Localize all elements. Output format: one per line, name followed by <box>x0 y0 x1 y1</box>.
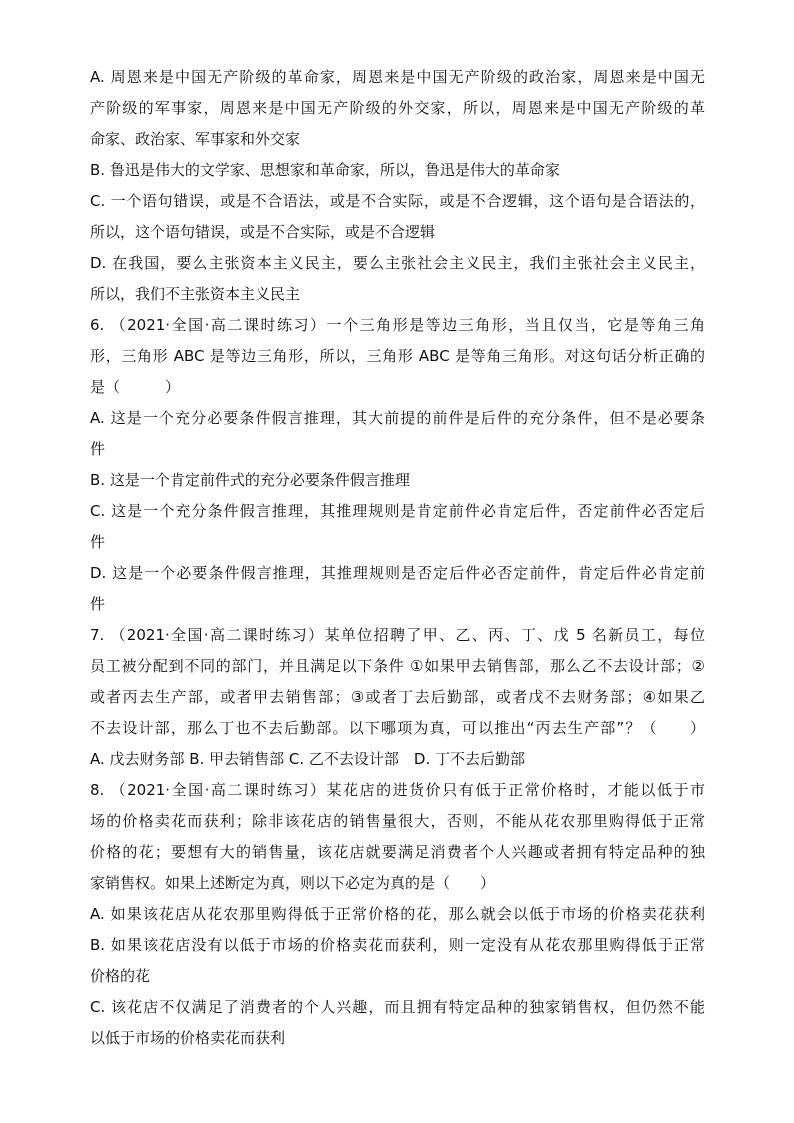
option-c-line-1: C. 一个语句错误，或是不合语法，或是不合实际，或是不合逻辑，这个语句是合语法的， <box>90 192 705 210</box>
option-a-line-1: A. 周恩来是中国无产阶级的革命家，周恩来是中国无产阶级的政治家，周恩来是中国无 <box>90 68 705 86</box>
question-7-line-2: 员工被分配到不同的部门，并且满足以下条件 ①如果甲去销售部，那么乙不去设计部；② <box>90 657 705 675</box>
question-8-line-1: 8. （2021·全国·高二课时练习）某花店的进货价只有低于正常价格时，才能以低于市 <box>90 781 705 799</box>
question-7-line-1: 7. （2021·全国·高二课时练习）某单位招聘了甲、乙、丙、丁、戊 5 名新员工，每位 <box>90 626 705 644</box>
question-8-line-4: 家销售权。如果上述断定为真，则以下必定为真的是（ ） <box>90 874 496 892</box>
option-d-line-1: D. 在我国，要么主张资本主义民主，要么主张社会主义民主，我们主张社会主义民主， <box>90 254 705 272</box>
question-6-line-3: 是（ ） <box>90 378 181 396</box>
q8-option-b-line-2: 价格的花 <box>90 967 151 985</box>
q8-option-a-line-1: A. 如果该花店从花农那里购得低于正常价格的花，那么就会以低于市场的价格卖花获利 <box>90 905 705 923</box>
q6-option-c-line-1: C. 这是一个充分条件假言推理，其推理规则是肯定前件必肯定后件，否定前件必否定后 <box>90 502 705 520</box>
q6-option-c-line-2: 件 <box>90 533 106 551</box>
q6-option-a-line-2: 件 <box>90 440 106 458</box>
question-6-line-1: 6. （2021·全国·高二课时练习）一个三角形是等边三角形，当且仅当，它是等角三角 <box>90 316 705 334</box>
question-8-line-3: 价格的花；要想有大的销售量，该花店就要满足消费者个人兴趣或者拥有特定品种的独 <box>90 843 705 861</box>
question-6-line-2: 形，三角形 ABC 是等边三角形，所以，三角形 ABC 是等角三角形。对这句话分析正确的 <box>90 347 705 365</box>
q6-option-b-line-1: B. 这是一个肯定前件式的充分必要条件假言推理 <box>90 471 410 489</box>
option-c-line-2: 所以，这个语句错误，或是不合实际，或是不合逻辑 <box>90 223 436 241</box>
question-7-line-4: 不去设计部，那么丁也不去后勤部。以下哪项为真，可以推出“丙去生产部”？（ ） <box>90 719 705 737</box>
option-a-line-3: 命家、政治家、军事家和外交家 <box>90 130 301 148</box>
q8-option-c-line-2: 以低于市场的价格卖花而获利 <box>90 1029 286 1047</box>
q8-option-b-line-1: B. 如果该花店没有以低于市场的价格卖花而获利，则一定没有从花农那里购得低于正常 <box>90 936 705 954</box>
question-8-line-2: 场的价格卖花而获利；除非该花店的销售量很大，否则，不能从花农那里购得低于正常 <box>90 812 705 830</box>
option-b-line-1: B. 鲁迅是伟大的文学家、思想家和革命家，所以，鲁迅是伟大的革命家 <box>90 161 560 179</box>
q6-option-d-line-1: D. 这是一个必要条件假言推理，其推理规则是否定后件必否定前件，肯定后件必肯定前 <box>90 564 705 582</box>
q6-option-d-line-2: 件 <box>90 595 106 613</box>
question-7-line-3: 或者丙去生产部，或者甲去销售部；③或者丁去后勤部，或者戊不去财务部；④如果乙 <box>90 688 705 706</box>
document-page <box>90 62 705 1054</box>
option-d-line-2: 所以，我们不主张资本主义民主 <box>90 285 301 303</box>
option-a-line-2: 产阶级的军事家，周恩来是中国无产阶级的外交家，所以，周恩来是中国无产阶级的革 <box>90 99 705 117</box>
q6-option-a-line-1: A. 这是一个充分必要条件假言推理，其大前提的前件是后件的充分条件，但不是必要条 <box>90 409 705 427</box>
q7-options-line: A. 戊去财务部 B. 甲去销售部 C. 乙不去设计部 D. 丁不去后勤部 <box>90 750 525 768</box>
q8-option-c-line-1: C. 该花店不仅满足了消费者的个人兴趣，而且拥有特定品种的独家销售权，但仍然不能 <box>90 998 705 1016</box>
